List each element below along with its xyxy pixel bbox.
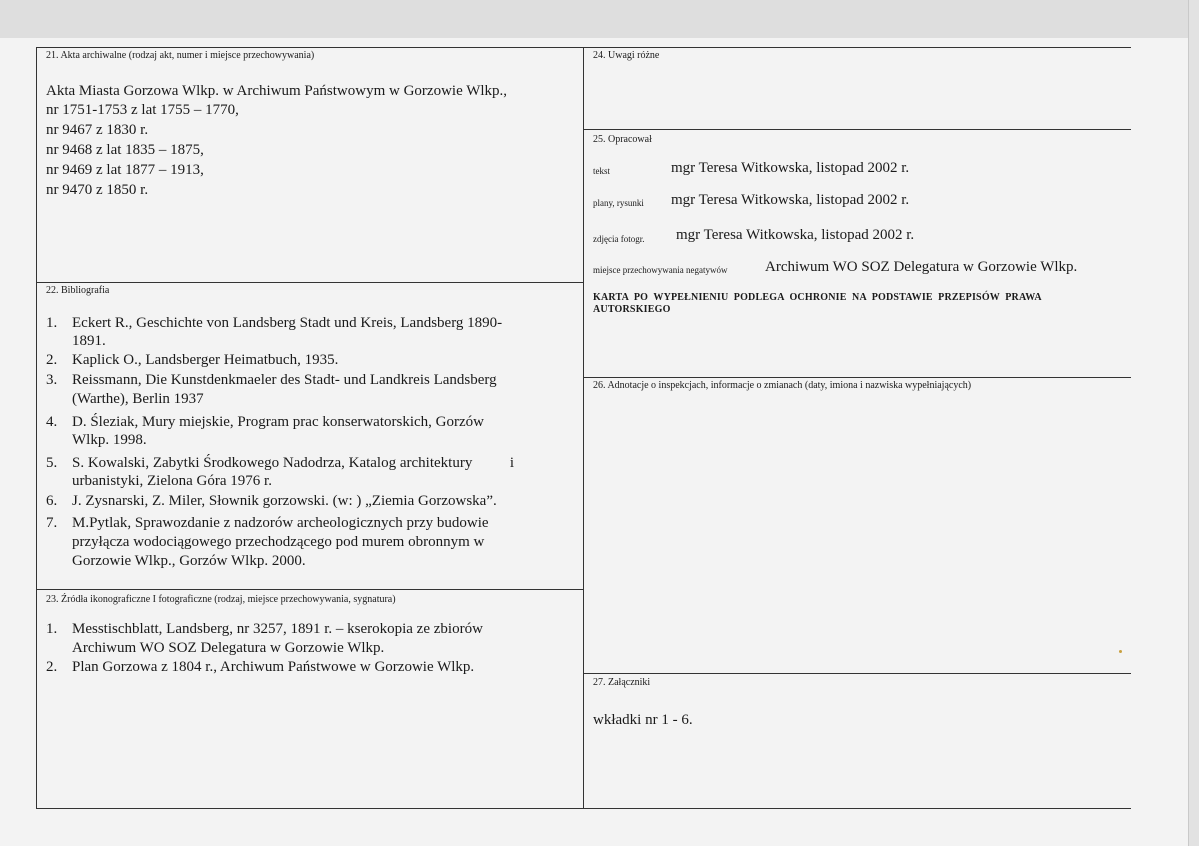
scan-dot: [1119, 650, 1122, 653]
list-number: 2.: [46, 352, 58, 368]
author-value: mgr Teresa Witkowska, listopad 2002 r.: [676, 227, 915, 243]
copyright-notice: KARTA PO WYPEŁNIENIU PODLEGA OCHRONIE NA PODSTAWIE PRZEPISÓW PRAWA: [593, 292, 1042, 303]
list-number: 7.: [46, 515, 58, 531]
list-item: S. Kowalski, Zabytki Środkowego Nadodrza, Katalog architektury i: [72, 455, 514, 471]
list-item: Wlkp. 1998.: [72, 432, 147, 448]
divider-25-26: [584, 377, 1131, 378]
divider-26-27: [584, 673, 1131, 674]
author-value: Archiwum WO SOZ Delegatura w Gorzowie Wlkp.: [765, 259, 1078, 275]
list-number: 1.: [46, 315, 58, 331]
list-number: 6.: [46, 493, 58, 509]
archive-line: nr 9469 z lat 1877 – 1913,: [46, 162, 204, 178]
list-item: (Warthe), Berlin 1937: [72, 391, 204, 407]
list-item: Gorzowie Wlkp., Gorzów Wlkp. 2000.: [72, 553, 306, 569]
author-value: mgr Teresa Witkowska, listopad 2002 r.: [671, 160, 910, 176]
archive-line: nr 9467 z 1830 r.: [46, 122, 149, 138]
list-number: 1.: [46, 621, 58, 637]
list-item: Kaplick O., Landsberger Heimatbuch, 1935.: [72, 352, 339, 368]
list-item: przyłącza wodociągowego przechodzącego pod murem obronnym w: [72, 534, 485, 550]
section-25-label: 25. Opracował: [593, 134, 652, 145]
author-value: mgr Teresa Witkowska, listopad 2002 r.: [671, 192, 910, 208]
archive-line: Akta Miasta Gorzowa Wlkp. w Archiwum Państwowym w Gorzowie Wlkp.,: [46, 83, 508, 99]
divider-24-25: [584, 129, 1131, 130]
author-key: tekst: [593, 166, 610, 176]
left-border: [36, 47, 37, 809]
archive-line: nr 9470 z 1850 r.: [46, 182, 149, 198]
list-item: Reissmann, Die Kunstdenkmaeler des Stadt- und Landkreis Landsberg: [72, 372, 497, 388]
list-item: Messtischblatt, Landsberg, nr 3257, 1891 r. – kserokopia ze zbiorów: [72, 621, 483, 637]
copyright-notice: AUTORSKIEGO: [593, 304, 671, 315]
section-24-label: 24. Uwagi różne: [593, 50, 660, 61]
author-key: zdjęcia fotogr.: [593, 234, 645, 244]
author-key: miejsce przechowywania negatywów: [593, 265, 728, 275]
list-item: 1891.: [72, 333, 106, 349]
bottom-border: [36, 808, 1131, 809]
list-number: 4.: [46, 414, 58, 430]
list-number: 2.: [46, 659, 58, 675]
list-number: 5.: [46, 455, 58, 471]
author-key: plany, rysunki: [593, 198, 644, 208]
divider-22-23: [36, 589, 584, 590]
section-22-label: 22. Bibliografia: [46, 285, 110, 296]
archive-line: nr 9468 z lat 1835 – 1875,: [46, 142, 204, 158]
scan-right-edge: [1188, 0, 1199, 846]
list-item: J. Zysnarski, Z. Miler, Słownik gorzowski. (w: ) „Ziemia Gorzowska”.: [72, 493, 497, 509]
archive-line: nr 1751-1753 z lat 1755 – 1770,: [46, 102, 239, 118]
list-item: urbanistyki, Zielona Góra 1976 r.: [72, 473, 272, 489]
column-divider: [583, 47, 584, 809]
list-item: D. Śleziak, Mury miejskie, Program prac konserwatorskich, Gorzów: [72, 414, 484, 430]
section-26-label: 26. Adnotacje o inspekcjach, informacje o zmianach (daty, imiona i nazwiska wypełniających): [593, 380, 972, 391]
list-item: M.Pytlak, Sprawozdanie z nadzorów archeologicznych przy budowie: [72, 515, 489, 531]
section-21-label: 21. Akta archiwalne (rodzaj akt, numer i miejsce przechowywania): [46, 50, 315, 61]
list-item: Eckert R., Geschichte von Landsberg Stadt und Kreis, Landsberg 1890-: [72, 315, 503, 331]
list-item: Plan Gorzowa z 1804 r., Archiwum Państwowe w Gorzowie Wlkp.: [72, 659, 475, 675]
section-23-label: 23. Źródła ikonograficzne I fotograficzne (rodzaj, miejsce przechowywania, sygnatura): [46, 594, 396, 605]
list-item: Archiwum WO SOZ Delegatura w Gorzowie Wlkp.: [72, 640, 385, 656]
list-number: 3.: [46, 372, 58, 388]
section-27-label: 27. Załączniki: [593, 677, 651, 688]
divider-21-22: [36, 282, 584, 283]
attachments-text: wkładki nr 1 - 6.: [593, 712, 693, 728]
